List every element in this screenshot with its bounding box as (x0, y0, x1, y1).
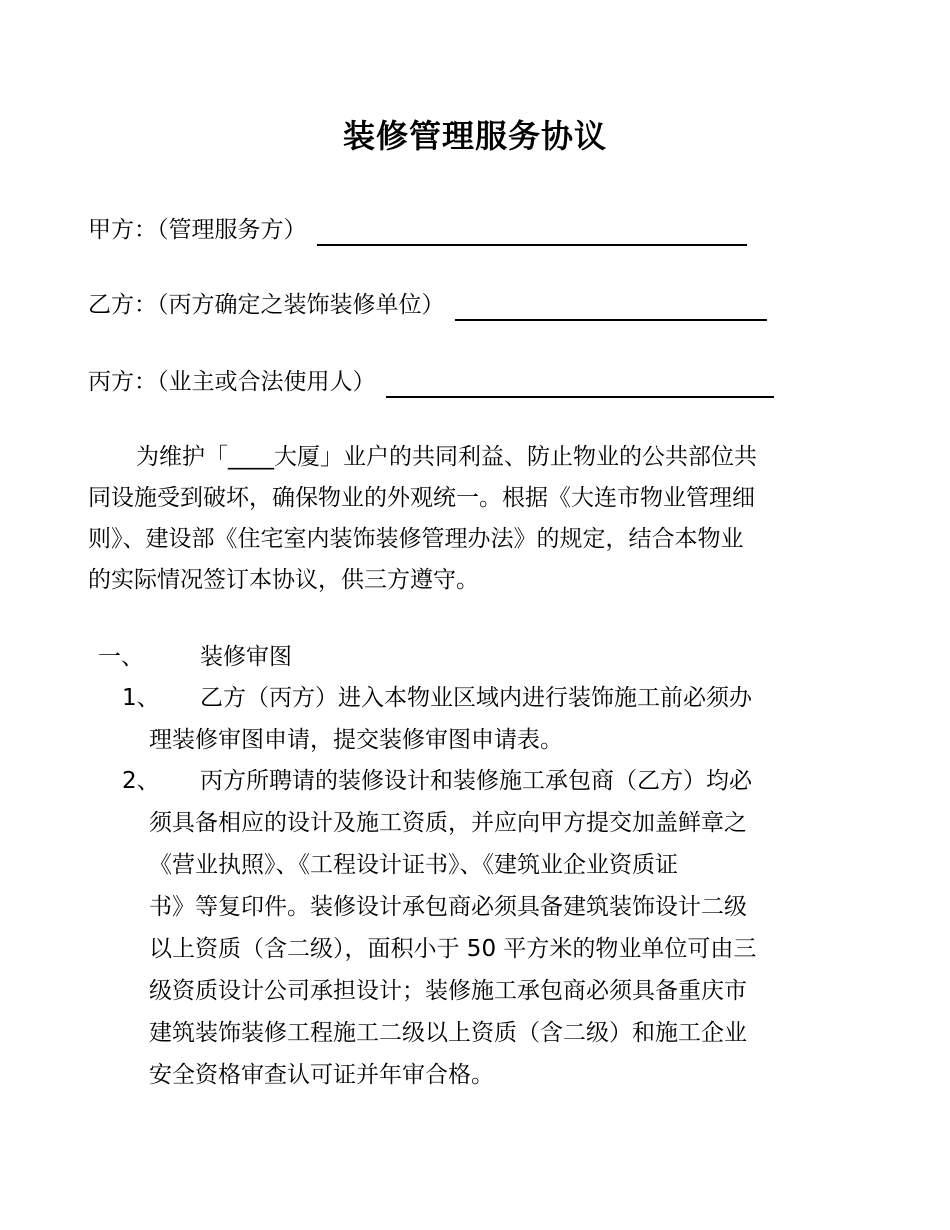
list-item-line: 建筑装饰装修工程施工二级以上资质（含二级）和施工企业 (149, 1020, 747, 1046)
list-item-number: 2、 (122, 768, 160, 794)
preamble-line: 的实际情况签订本协议，供三方遵守。 (88, 567, 479, 593)
list-item-line: 乙方（丙方）进入本物业区域内进行装饰施工前必须办 (200, 685, 752, 711)
document-title: 装修管理服务协议 (342, 117, 607, 155)
list-item-line: 安全资格审查认可证并年审合格。 (149, 1062, 494, 1088)
preamble-paragraph (88, 437, 812, 601)
section-title: 装修审图 (200, 644, 292, 670)
list-item-number: 1、 (122, 685, 160, 711)
preamble-line: 同设施受到破坏，确保物业的外观统一。根据《大连市物业管理细 (88, 485, 755, 511)
party-c-label: 丙方：（业主或合法使用人） (88, 369, 376, 395)
party-b (88, 285, 767, 325)
section-number: 一、 (98, 644, 144, 670)
preamble-line: 为维护「____大厦」业户的共同利益、防止物业的公共部位共 (136, 444, 757, 470)
list-item-line: 丙方所聘请的装修设计和装修施工承包商（乙方）均必 (200, 768, 752, 794)
preamble-line: 则》、建设部《住宅室内装饰装修管理办法》的规定，结合本物业 (88, 526, 744, 552)
party-a-blank-line (317, 243, 747, 246)
party-a (88, 210, 747, 250)
party-c-blank-line (386, 395, 774, 398)
party-b-blank-line (455, 318, 767, 321)
party-a-label: 甲方：（管理服务方） (88, 217, 307, 243)
list-item-line: 书》等复印件。装修设计承包商必须具备建筑装饰设计二级 (149, 894, 747, 920)
list-item-line: 《营业执照》、《工程设计证书》、《建筑业企业资质证 (149, 852, 678, 878)
list-item (122, 760, 756, 1096)
section-heading (98, 637, 292, 677)
list-item-line: 须具备相应的设计及施工资质，并应向甲方提交加盖鲜章之 (149, 810, 747, 836)
party-c (88, 362, 774, 402)
party-b-label: 乙方：（丙方确定之装饰装修单位） (88, 292, 445, 318)
list-item (122, 677, 752, 761)
list-item-line: 级资质设计公司承担设计；装修施工承包商必须具备重庆市 (149, 978, 747, 1004)
list-item-line: 理装修审图申请，提交装修审图申请表。 (149, 727, 563, 753)
list-item-line: 以上资质（含二级），面积小于 50 平方米的物业单位可由三 (149, 936, 757, 962)
